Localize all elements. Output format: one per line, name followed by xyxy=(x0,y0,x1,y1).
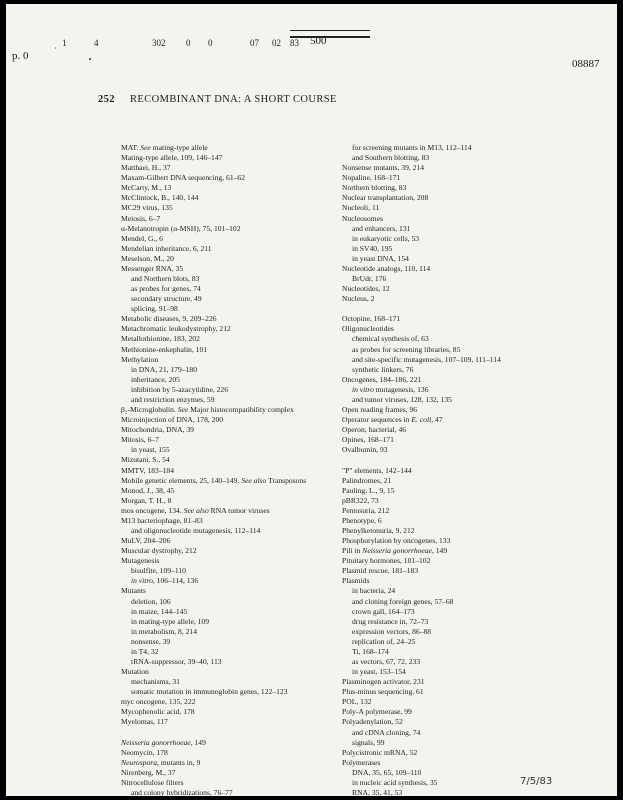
index-entry: Mutants xyxy=(121,586,146,596)
index-entry: Muscular dystrophy, 212 xyxy=(121,546,197,556)
index-entry: MMTV, 183–184 xyxy=(121,465,175,475)
index-entry: Nonsense mutants, 39, 214 xyxy=(342,163,425,173)
index-entry: Mobile genetic elements, 25, 140–149. See also Transposons xyxy=(121,475,307,485)
index-subentry: in mating-type allele, 109 xyxy=(131,616,210,626)
index-entry: Nucleotide analogs, 110, 114 xyxy=(342,263,431,273)
index-entry: Neisseria gonorrhoeae, 149 xyxy=(121,737,206,747)
index-subentry: and site-specific mutagenesis, 107–109, 111–114 xyxy=(352,354,501,364)
index-entry: Messenger RNA, 35 xyxy=(121,263,184,273)
index-subentry: and tumor viruses, 128, 132, 135 xyxy=(352,394,452,404)
index-entry: Maxam-Gilbert DNA sequencing, 61–62 xyxy=(121,173,246,183)
index-entry: Meiosis, 6–7 xyxy=(121,213,161,223)
index-entry: Metabolic diseases, 9, 209–226 xyxy=(121,314,217,324)
scan-header xyxy=(6,4,617,74)
index-subentry: deletion, 106 xyxy=(131,596,171,606)
scan-dot-2: · xyxy=(54,44,57,53)
index-subentry: replication of, 24–25 xyxy=(352,636,416,646)
page-code: p. 0 xyxy=(12,50,29,62)
index-entry: Mutagenesis xyxy=(121,556,160,566)
index-subentry: signals, 99 xyxy=(352,737,385,747)
index-entry: Oncogenes, 184–186, 221 xyxy=(342,374,422,384)
index-entry: mos oncogene, 134. See also RNA tumor viruses xyxy=(121,505,270,515)
index-entry: Microinjection of DNA, 178, 200 xyxy=(121,415,224,425)
index-entry: Nitrocellulose filters xyxy=(121,777,184,787)
index-entry: Polymerases xyxy=(342,757,381,767)
index-column-left xyxy=(121,143,331,796)
index-entry: POL, 132 xyxy=(342,697,372,707)
index-subentry: crown gall, 164–173 xyxy=(352,606,415,616)
index-subentry: for screening mutants in M13, 112–114 xyxy=(352,143,472,152)
index-entry: MC29 virus, 135 xyxy=(121,203,173,213)
index-entry: Mendelian inheritance, 6, 211 xyxy=(121,243,212,253)
index-entry: Plasminogen activator, 231 xyxy=(342,677,425,687)
handwritten-date: 7/5/83 xyxy=(520,776,553,787)
index-entry: Octopine, 168–171 xyxy=(342,314,401,324)
index-entry: Mutation xyxy=(121,667,149,677)
index-subentry: in T4, 32 xyxy=(131,646,159,656)
index-subentry: BrUdr, 176 xyxy=(352,274,387,284)
index-subentry: in vitro, 106–114, 136 xyxy=(131,576,199,586)
scan-number: 1 xyxy=(62,38,67,48)
index-entry: Morgan, T. H., 8 xyxy=(121,495,172,505)
index-entry: Pituitary hormones, 101–102 xyxy=(342,556,431,566)
index-entry: Plus-minus sequencing, 61 xyxy=(342,687,424,697)
index-entry: Neomycin, 178 xyxy=(121,747,168,757)
running-head xyxy=(98,94,337,105)
index-entry: Mitosis, 6–7 xyxy=(121,435,159,445)
index-entry: Operator sequences in E. coli, 47 xyxy=(342,415,443,425)
index-entry: Nucleotides, 12 xyxy=(342,284,390,294)
index-entry: MAT. See mating-type allele xyxy=(121,143,208,152)
index-subentry: Ti, 168–174 xyxy=(352,646,389,656)
index-gap xyxy=(121,728,331,738)
index-entry: Open reading frames, 96 xyxy=(342,405,418,415)
index-entry: Opines, 168–171 xyxy=(342,435,394,445)
index-entry: Operon, bacterial, 46 xyxy=(342,425,407,435)
index-entry: Polycistronic mRNA, 52 xyxy=(342,747,418,757)
index-subentry: nonsense, 39 xyxy=(131,636,171,646)
index-subentry: and Northern blots, 83 xyxy=(131,274,200,284)
index-entry: M13 bacteriophage, 81–83 xyxy=(121,515,203,525)
index-entry: Nucleoli, 11 xyxy=(342,203,380,213)
scan-number: 83 xyxy=(290,38,299,48)
index-entry: Oligonucleotides xyxy=(342,324,394,334)
index-entry: Matthaei, H., 37 xyxy=(121,163,171,173)
index-entry: Ovalbumin, 93 xyxy=(342,445,388,455)
index-gap xyxy=(342,304,557,314)
index-subentry: splicing, 91–98 xyxy=(131,304,178,314)
index-entry: Palindromes, 21 xyxy=(342,475,392,485)
index-subentry: as vectors, 67, 72, 233 xyxy=(352,656,421,666)
scan-number: 02 xyxy=(272,38,281,48)
document-id: 08887 xyxy=(572,58,600,70)
index-subentry: in SV40, 195 xyxy=(352,243,393,253)
index-entry: Nucleosomes xyxy=(342,213,383,223)
index-subentry: in maize, 144–145 xyxy=(131,606,188,616)
index-subentry: and oligonucleotide mutagenesis, 112–114 xyxy=(131,525,261,535)
book-title: RECOMBINANT DNA: A SHORT COURSE xyxy=(129,94,337,105)
document-page xyxy=(6,4,617,796)
index-entry: Nopaline, 168–171 xyxy=(342,173,401,183)
index-entry: Poly-A polymerase, 99 xyxy=(342,707,412,717)
index-subentry: secondary structure, 49 xyxy=(131,294,202,304)
index-subentry: somatic mutation in immunoglobin genes, 122–123 xyxy=(131,687,288,697)
index-subentry: and enhancers, 131 xyxy=(352,223,411,233)
index-subentry: as probes for genes, 74 xyxy=(131,284,201,294)
index-entry: Mitochondria, DNA, 39 xyxy=(121,425,194,435)
index-subentry: in nucleic acid synthesis, 35 xyxy=(352,777,438,787)
scan-number: 4 xyxy=(94,38,99,48)
index-subentry: in metabolism, 8, 214 xyxy=(131,626,198,636)
index-subentry: DNA, 35, 65, 109–110 xyxy=(352,767,422,777)
index-subentry: inheritance, 205 xyxy=(131,374,180,384)
index-entry: Pili in Neisseria gonorrhoeae, 149 xyxy=(342,546,448,556)
index-entry: Mycophenolic acid, 178 xyxy=(121,707,195,717)
index-subentry: drug resistance in, 72–73 xyxy=(352,616,429,626)
index-entry: Plasmids xyxy=(342,576,370,586)
index-subentry: tRNA-suppressor, 39–40, 113 xyxy=(131,656,222,666)
index-entry: Mating-type allele, 109, 146–147 xyxy=(121,153,223,163)
index-entry: Phosphorylation by oncogenes, 133 xyxy=(342,536,451,546)
index-subentry: inhibition by 5-azacytidine, 226 xyxy=(131,384,229,394)
index-subentry: and restriction enzymes, 59 xyxy=(131,394,215,404)
index-subentry: and colony hybridizations, 76–77 xyxy=(131,788,233,796)
index-subentry: as probes for screening libraries, 85 xyxy=(352,344,461,354)
index-subentry: in eukaryotic cells, 53 xyxy=(352,233,420,243)
index-gap xyxy=(342,455,557,465)
index-entry: Monod, J., 38, 45 xyxy=(121,485,175,495)
index-entry: Metachromatic leukodystrophy, 212 xyxy=(121,324,231,334)
index-entry: MuLV, 204–206 xyxy=(121,536,171,546)
index-entry: Northern blotting, 83 xyxy=(342,183,407,193)
scan-number: 500 xyxy=(310,35,327,47)
index-entry: Pentosuria, 212 xyxy=(342,505,390,515)
index-subentry: in yeast, 155 xyxy=(131,445,170,455)
page-number: 252 xyxy=(98,94,115,105)
index-entry: Methionine-enkephalin, 101 xyxy=(121,344,208,354)
index-entry: Nuclear transplantation, 208 xyxy=(342,193,429,203)
index-subentry: in DNA, 21, 179–180 xyxy=(131,364,198,374)
index-subentry: chemical synthesis of, 63 xyxy=(352,334,429,344)
index-entry: myc oncogene, 135, 222 xyxy=(121,697,196,707)
index-subentry: in vitro mutagenesis, 136 xyxy=(352,384,429,394)
index-subentry: and cloning foreign genes, 57–68 xyxy=(352,596,454,606)
index-entry: Phenylketonuria, 9, 212 xyxy=(342,525,415,535)
index-subentry: and Southern blotting, 83 xyxy=(352,153,430,163)
index-entry: Myelomas, 117 xyxy=(121,717,168,727)
scan-number: 07 xyxy=(250,38,259,48)
index-entry: pBR322, 73 xyxy=(342,495,379,505)
scan-barcode-mark xyxy=(290,30,370,38)
index-entry: Mizutani, S., 54 xyxy=(121,455,170,465)
scan-number: 0 xyxy=(186,38,191,48)
index-entry: Metallothionine, 183, 202 xyxy=(121,334,200,344)
index-subentry: in bacteria, 24 xyxy=(352,586,396,596)
index-subentry: expression vectors, 86–88 xyxy=(352,626,432,636)
index-subentry: bisulfite, 109–110 xyxy=(131,566,186,576)
scan-dot: · xyxy=(88,52,93,66)
index-subentry: and cDNA cloning, 74 xyxy=(352,727,421,737)
index-entry: McCarty, M., 13 xyxy=(121,183,172,193)
index-entry: Nucleus, 2 xyxy=(342,294,375,304)
index-subentry: in yeast DNA, 154 xyxy=(352,253,409,263)
index-entry: McClintock, B., 140, 144 xyxy=(121,193,199,203)
index-subentry: in yeast, 153–154 xyxy=(352,667,406,677)
index-subentry: synthetic linkers, 76 xyxy=(352,364,414,374)
index-entry: Plasmid rescue, 181–183 xyxy=(342,566,419,576)
index-entry: Pauling, L., 9, 15 xyxy=(342,485,395,495)
index-column-right xyxy=(342,143,557,796)
index-entry: Nirenberg, M., 37 xyxy=(121,767,176,777)
index-entry: Meselson, M., 20 xyxy=(121,253,174,263)
index-subentry: mechanisms, 31 xyxy=(131,677,180,687)
scan-number: 302 xyxy=(152,38,166,48)
index-entry: Neurospora, mutants in, 9 xyxy=(121,757,201,767)
index-entry: Polyadenylation, 52 xyxy=(342,717,403,727)
index-entry: Phenotype, 6 xyxy=(342,515,382,525)
index-entry: "P" elements, 142–144 xyxy=(342,465,412,475)
index-subentry: RNA, 35, 41, 53 xyxy=(352,788,403,796)
scan-number: 0 xyxy=(208,38,213,48)
index-entry: β₂-Microglobulin. See Major histocompatibility complex xyxy=(121,405,294,415)
index-entry: Methylation xyxy=(121,354,159,364)
index-entry: α-Melanotropin (α-MSH), 75, 101–102 xyxy=(121,223,241,233)
index-entry: Mendel, G., 6 xyxy=(121,233,163,243)
